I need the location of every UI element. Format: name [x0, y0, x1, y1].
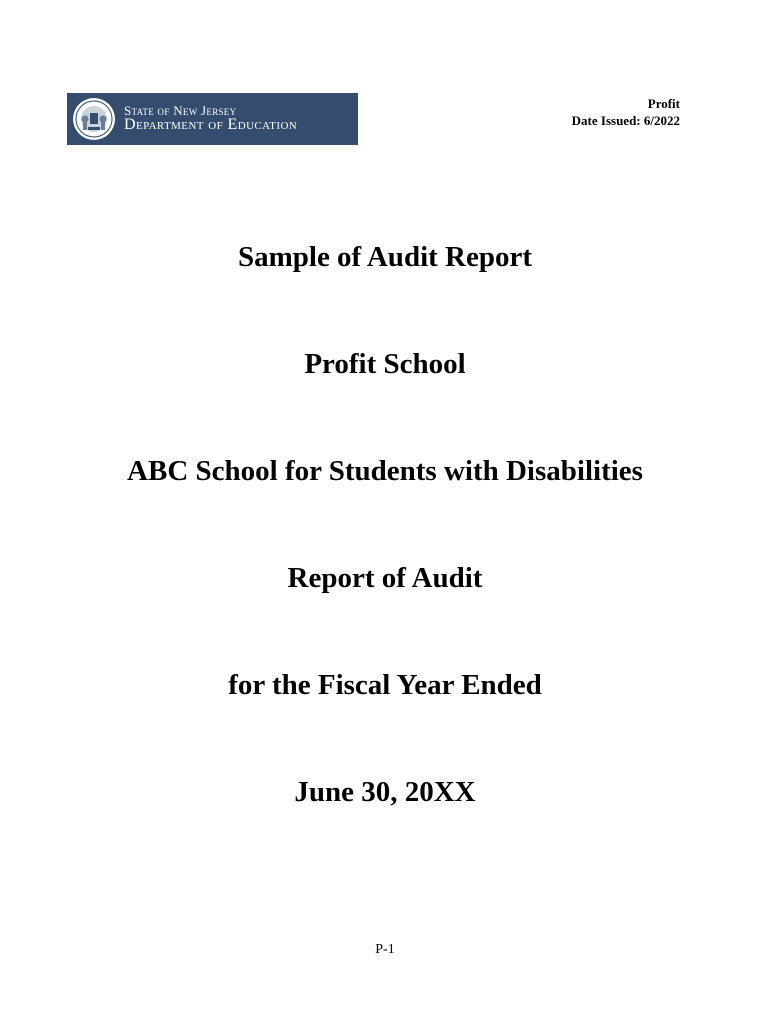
title-school-type: Profit School — [304, 348, 466, 380]
date-issued: Date Issued: 6/2022 — [571, 113, 680, 128]
title-report-of-audit: Report of Audit — [287, 562, 483, 594]
title-date: June 30, 20XX — [294, 776, 476, 808]
report-type: Profit — [647, 96, 680, 111]
title-school-name: ABC School for Students with Disabilities — [127, 455, 643, 487]
logo-state-text: State of New Jersey — [124, 102, 237, 118]
page-number: P-1 — [375, 942, 395, 957]
title-fiscal-year: for the Fiscal Year Ended — [228, 669, 542, 701]
logo-department-text: Department of Education — [124, 116, 298, 134]
state-seal-icon — [72, 97, 116, 141]
title-sample-report: Sample of Audit Report — [237, 241, 533, 273]
header-info — [572, 95, 680, 129]
nj-doe-logo — [67, 93, 358, 145]
